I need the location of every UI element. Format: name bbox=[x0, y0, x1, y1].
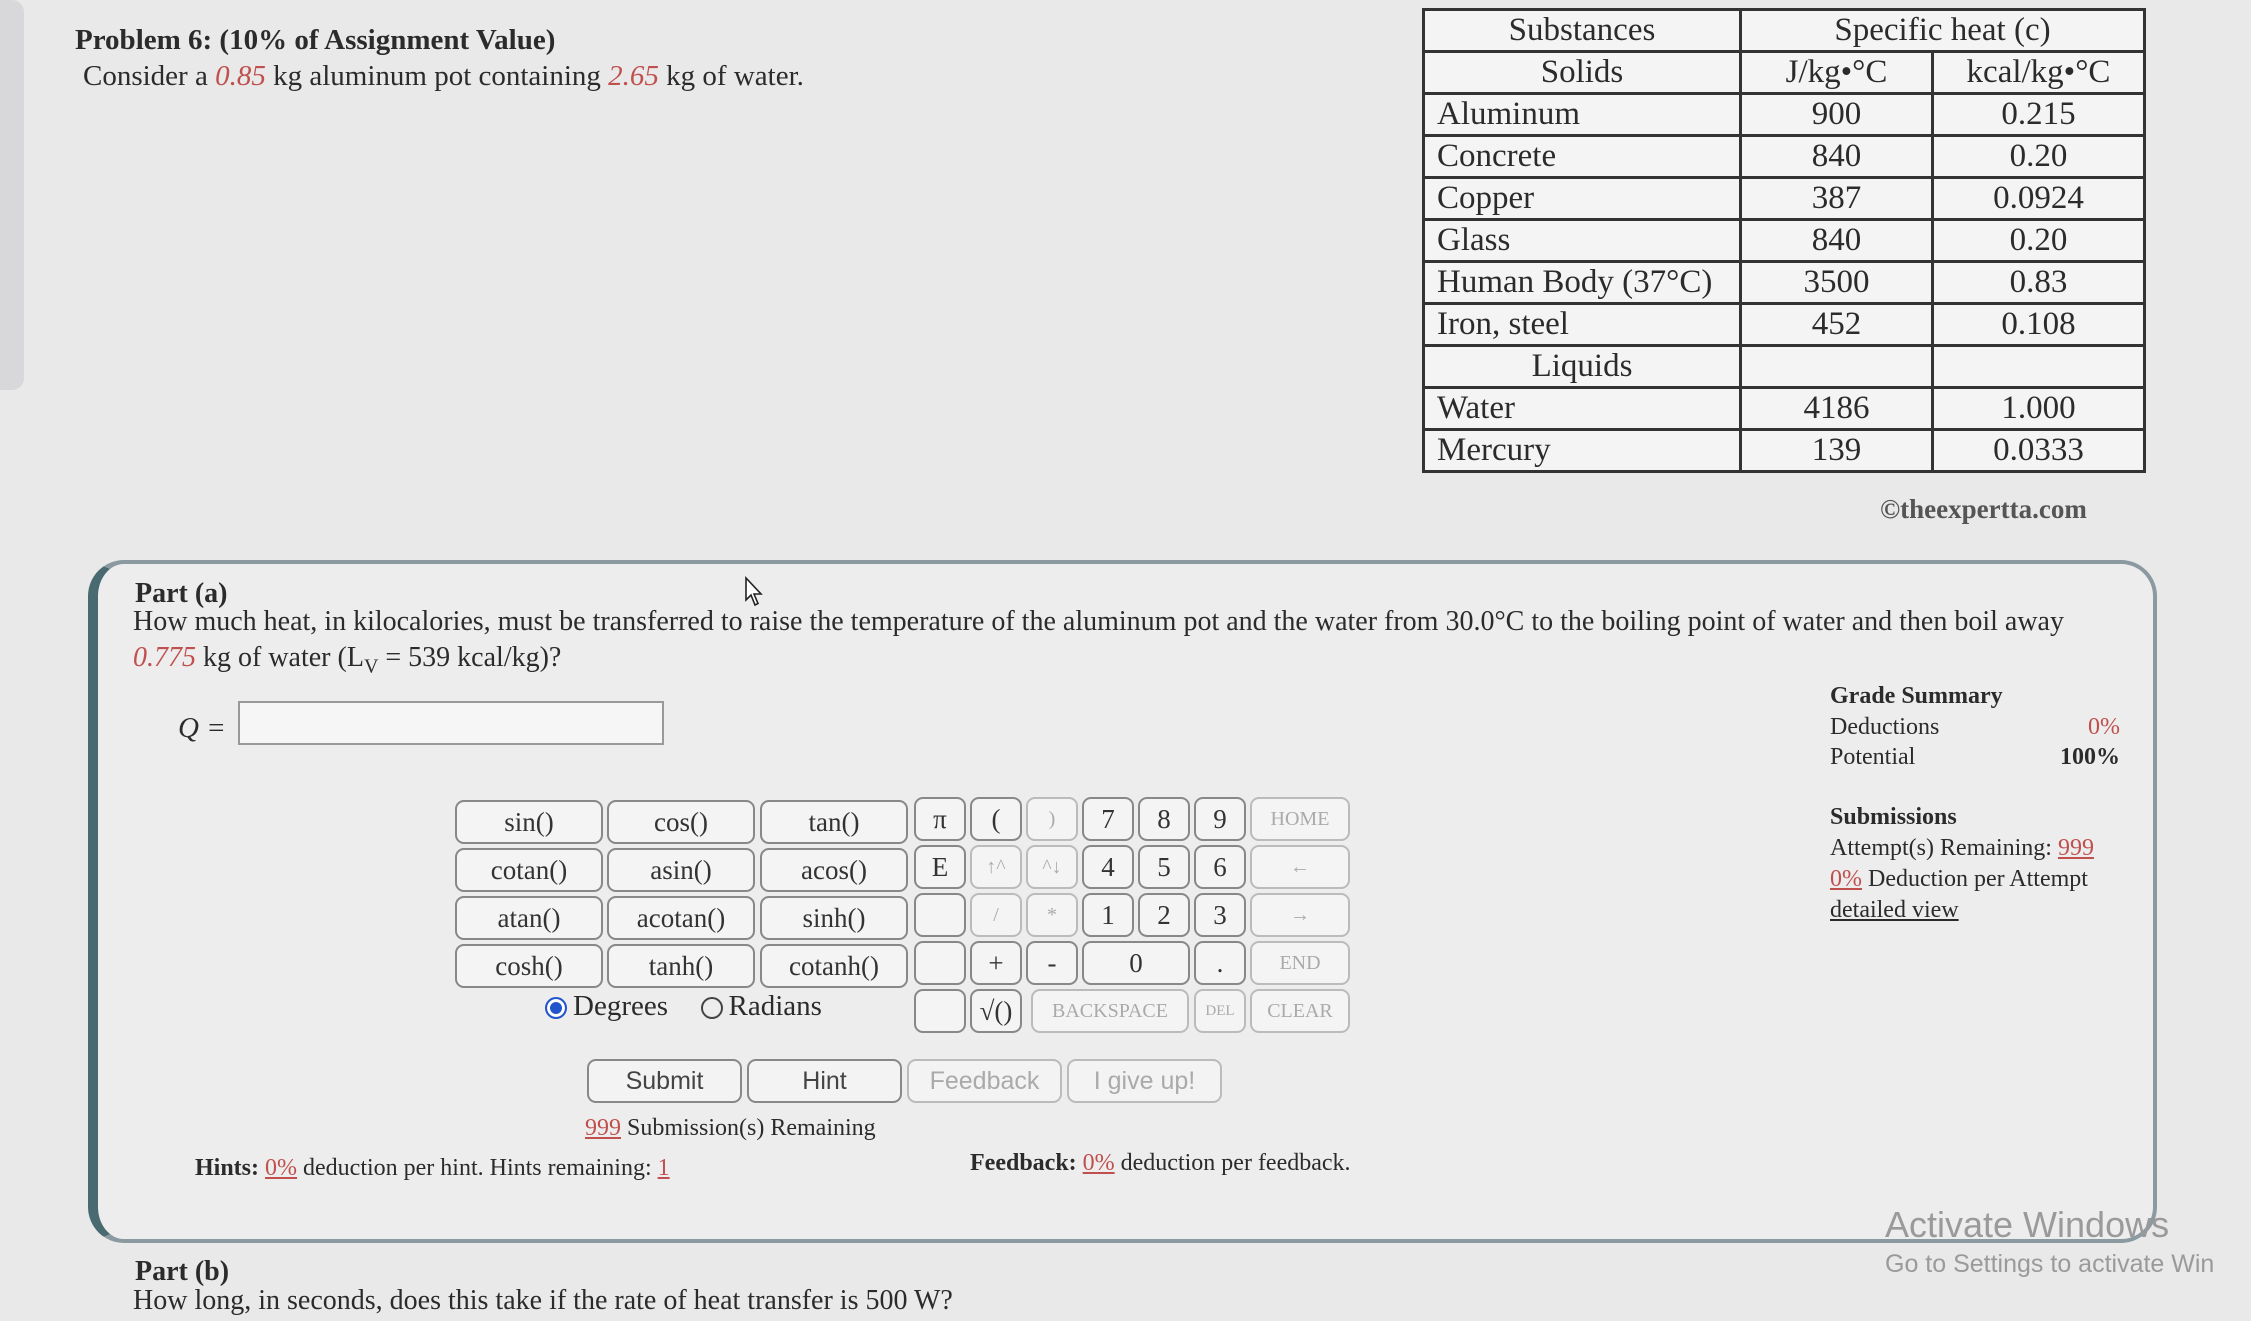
digit-4-key[interactable]: 4 bbox=[1082, 845, 1134, 889]
table-unit-si: J/kg•°C bbox=[1741, 52, 1933, 94]
part-a-label: Part (a) bbox=[135, 578, 228, 609]
minus-key[interactable]: - bbox=[1026, 941, 1078, 985]
cursor-left-key[interactable]: ← bbox=[1250, 845, 1350, 889]
table-row: Water 4186 1.000 bbox=[1424, 388, 2145, 430]
submit-button[interactable]: Submit bbox=[587, 1059, 742, 1103]
left-paren-key[interactable]: ( bbox=[970, 797, 1022, 841]
cosh-key[interactable]: cosh() bbox=[455, 944, 603, 988]
atan-key[interactable]: atan() bbox=[455, 896, 603, 940]
table-subheader-liquids: Liquids bbox=[1424, 346, 1741, 388]
digit-6-key[interactable]: 6 bbox=[1194, 845, 1246, 889]
table-row: Human Body (37°C) 3500 0.83 bbox=[1424, 262, 2145, 304]
home-key[interactable]: HOME bbox=[1250, 797, 1350, 841]
grade-summary: Grade Summary Deductions 0% Potential 100% bbox=[1830, 683, 2120, 770]
give-up-button[interactable]: I give up! bbox=[1067, 1059, 1222, 1103]
digit-0-key[interactable]: 0 bbox=[1082, 941, 1190, 985]
table-header-substances: Substances bbox=[1424, 10, 1741, 52]
digit-8-key[interactable]: 8 bbox=[1138, 797, 1190, 841]
detailed-view-link[interactable]: detailed view bbox=[1830, 897, 1959, 923]
sqrt-key[interactable]: √() bbox=[970, 989, 1022, 1033]
asin-key[interactable]: asin() bbox=[607, 848, 755, 892]
table-header-specific-heat: Specific heat (c) bbox=[1741, 10, 2145, 52]
slash-key[interactable]: / bbox=[970, 893, 1022, 937]
degrees-radio[interactable] bbox=[545, 997, 567, 1019]
submissions-remaining: 999 Submission(s) Remaining bbox=[585, 1115, 876, 1141]
feedback-info: Feedback: 0% deduction per feedback. bbox=[970, 1150, 1351, 1176]
pi-key[interactable]: π bbox=[914, 797, 966, 841]
end-key[interactable]: END bbox=[1250, 941, 1350, 985]
cursor-right-key[interactable]: → bbox=[1250, 893, 1350, 937]
digit-9-key[interactable]: 9 bbox=[1194, 797, 1246, 841]
problem-statement: Consider a 0.85 kg aluminum pot containing 2.65 kg of water. bbox=[83, 60, 804, 92]
right-paren-key[interactable]: ) bbox=[1026, 797, 1078, 841]
acotan-key[interactable]: acotan() bbox=[607, 896, 755, 940]
multiply-key[interactable]: * bbox=[1026, 893, 1078, 937]
digit-1-key[interactable]: 1 bbox=[1082, 893, 1134, 937]
digit-5-key[interactable]: 5 bbox=[1138, 845, 1190, 889]
specific-heat-table bbox=[1422, 8, 2146, 473]
table-unit-kcal: kcal/kg•°C bbox=[1933, 52, 2145, 94]
blank-key[interactable] bbox=[914, 989, 966, 1033]
backspace-key[interactable]: BACKSPACE bbox=[1031, 989, 1189, 1033]
clear-key[interactable]: CLEAR bbox=[1250, 989, 1350, 1033]
acos-key[interactable]: acos() bbox=[760, 848, 908, 892]
blank-key[interactable] bbox=[914, 941, 966, 985]
table-row: Glass 840 0.20 bbox=[1424, 220, 2145, 262]
degrees-label: Degrees bbox=[573, 990, 669, 1022]
table-row: Iron, steel 452 0.108 bbox=[1424, 304, 2145, 346]
angle-mode-group bbox=[545, 990, 822, 1023]
table-row: Concrete 840 0.20 bbox=[1424, 136, 2145, 178]
sin-key[interactable]: sin() bbox=[455, 800, 603, 844]
down-caret-key[interactable]: ^↓ bbox=[1026, 845, 1078, 889]
decimal-key[interactable]: . bbox=[1194, 941, 1246, 985]
feedback-button[interactable]: Feedback bbox=[907, 1059, 1062, 1103]
table-row: Aluminum 900 0.215 bbox=[1424, 94, 2145, 136]
table-row: Copper 387 0.0924 bbox=[1424, 178, 2145, 220]
plus-key[interactable]: + bbox=[970, 941, 1022, 985]
cotan-key[interactable]: cotan() bbox=[455, 848, 603, 892]
delete-key[interactable]: DEL bbox=[1194, 989, 1246, 1033]
problem-title: Problem 6: (10% of Assignment Value) bbox=[75, 24, 556, 56]
part-a-question: How much heat, in kilocalories, must be transferred to raise the temperature of the aluminum pot and the water from 30.0°C to the boiling point of water and then boil away 0.775 kg of water ($L_V = 539$ kcal/kg)? bbox=[133, 606, 2064, 678]
table-subheader-solids: Solids bbox=[1424, 52, 1741, 94]
blank-key[interactable] bbox=[914, 893, 966, 937]
answer-input[interactable] bbox=[238, 701, 664, 745]
answer-label: Q = bbox=[178, 712, 226, 744]
digit-3-key[interactable]: 3 bbox=[1194, 893, 1246, 937]
cos-key[interactable]: cos() bbox=[607, 800, 755, 844]
cotanh-key[interactable]: cotanh() bbox=[760, 944, 908, 988]
part-b-label: Part (b) bbox=[135, 1256, 230, 1287]
boil-mass-value: 0.775 bbox=[133, 642, 196, 673]
table-row: Mercury 139 0.0333 bbox=[1424, 430, 2145, 472]
copyright-text: ©theexpertta.com bbox=[1880, 494, 2087, 524]
pot-mass-value: 0.85 bbox=[215, 60, 266, 92]
part-b-question: How long, in seconds, does this take if the rate of heat transfer is 500 W? bbox=[133, 1285, 953, 1316]
hints-info: Hints: 0% deduction per hint. Hints remaining: 1 bbox=[195, 1155, 670, 1181]
submissions-summary: Submissions Attempt(s) Remaining: 999 0% Deduction per Attempt detailed view bbox=[1830, 802, 2094, 926]
water-mass-value: 2.65 bbox=[608, 60, 659, 92]
e-key[interactable]: E bbox=[914, 845, 966, 889]
activate-windows-watermark: Activate Windows Go to Settings to activate Win bbox=[1885, 1204, 2215, 1278]
tanh-key[interactable]: tanh() bbox=[607, 944, 755, 988]
digit-2-key[interactable]: 2 bbox=[1138, 893, 1190, 937]
sinh-key[interactable]: sinh() bbox=[760, 896, 908, 940]
radians-label: Radians bbox=[728, 990, 822, 1022]
digit-7-key[interactable]: 7 bbox=[1082, 797, 1134, 841]
hint-button[interactable]: Hint bbox=[747, 1059, 902, 1103]
tan-key[interactable]: tan() bbox=[760, 800, 908, 844]
up-caret-key[interactable]: ↑^ bbox=[970, 845, 1022, 889]
radians-radio[interactable] bbox=[701, 997, 723, 1019]
window-edge bbox=[0, 0, 24, 390]
